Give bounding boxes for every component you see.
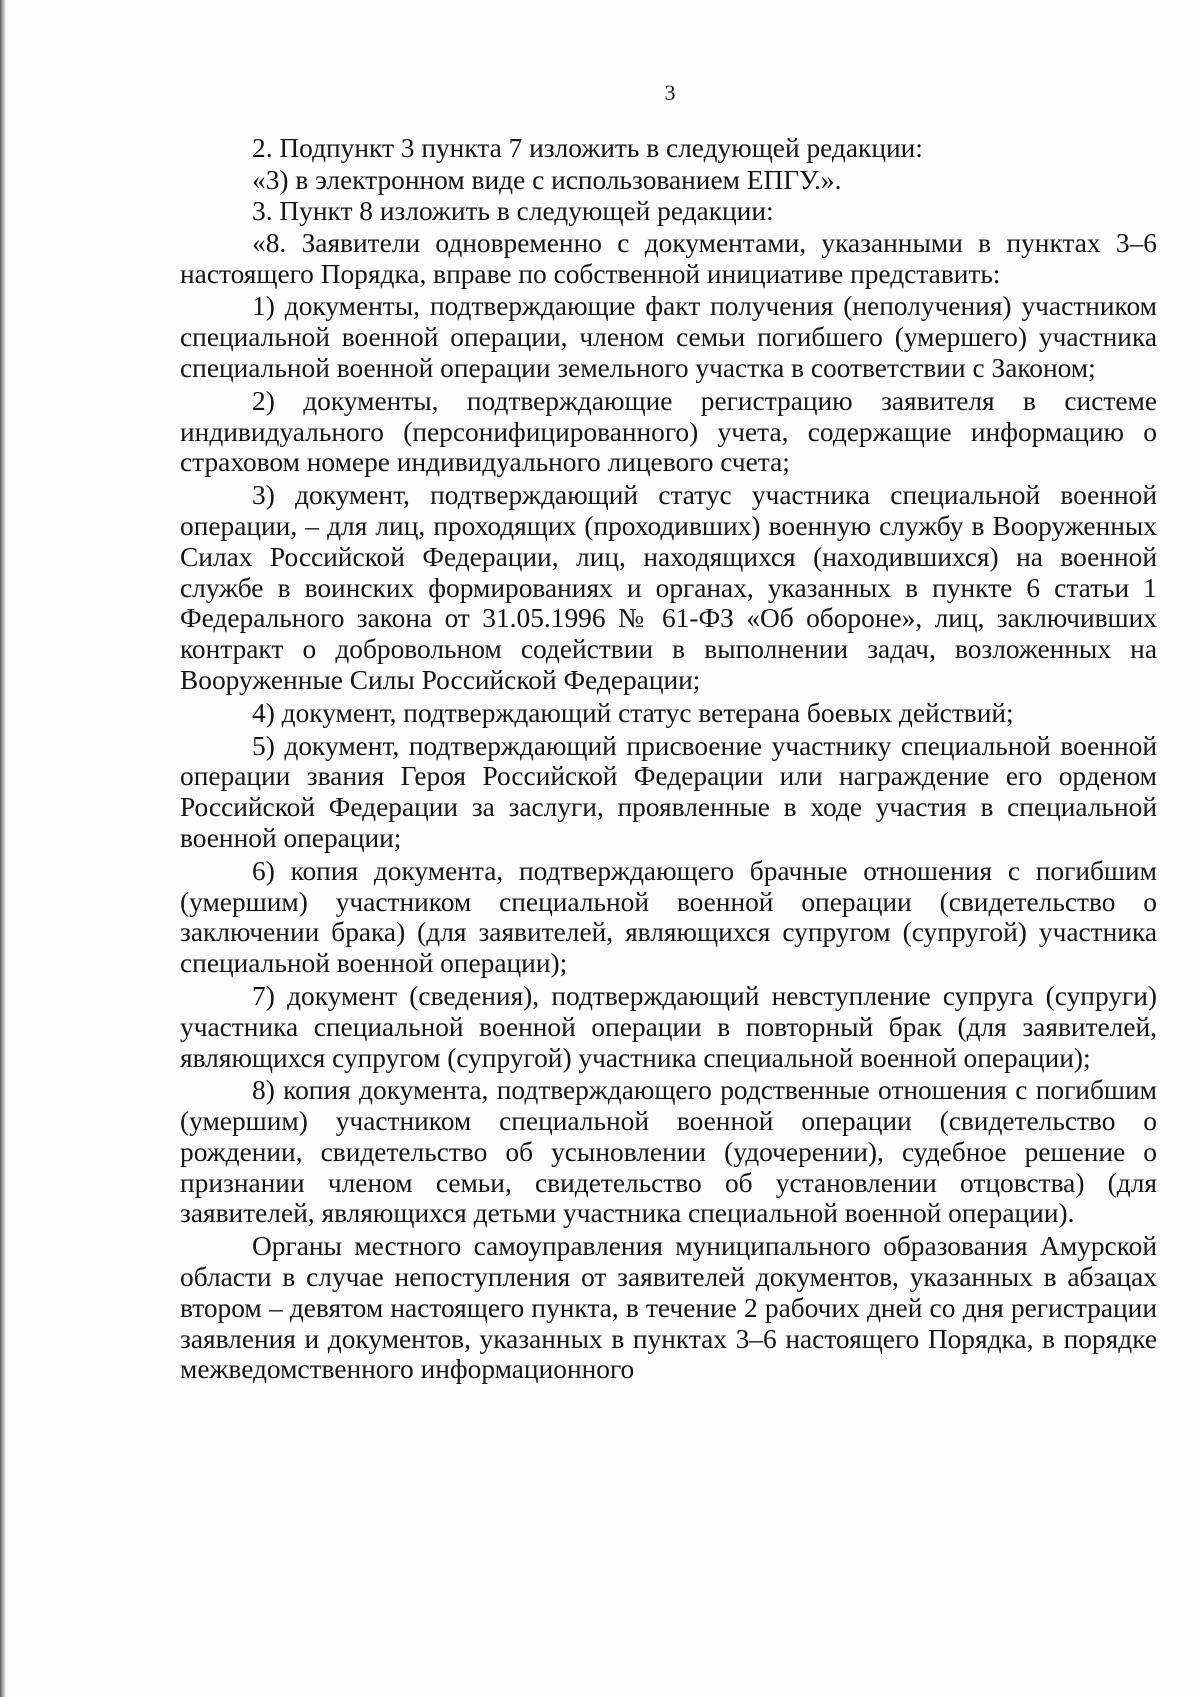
list-item-8: 8) копия документа, подтверждающего родственные отношения с погибшим (умершим) участником специальной военной операции (свидетельство о рождении, свидетельство об усыновлении (удочерении), судебное решение о признании членом семьи, свидетельство об установлении отцовства) (для заявителей, являющихся детьми участника специальной военной операции). — [180, 1075, 1157, 1229]
list-item-7: 7) документ (сведения), подтверждающий невступление супруга (супруги) участника специальной военной операции в повторный брак (для заявителей, являющихся супругом (супругой) участника специальной военной операции); — [180, 980, 1157, 1073]
paragraph-point-8: «8. Заявители одновременно с документами, указанными в пунктах 3–6 настоящего Порядка, вправе по собственной инициативе представить: — [180, 227, 1157, 289]
paragraph-local-authorities: Органы местного самоуправления муниципального образования Амурской области в случае непоступления от заявителей документов, указанных в абзацах втором – девятом настоящего пункта, в течение 2 рабочих дней со дня регистрации заявления и документов, указанных в пунктах 3–6 настоящего Порядка, в порядке межведомственного информационного — [180, 1231, 1157, 1385]
page-number: 3 — [664, 80, 676, 105]
list-item-1: 1) документы, подтверждающие факт получения (неполучения) участником специальной военной операции, членом семьи погибшего (умершего) участника специальной военной операции земельного участка в соответствии с Законом; — [180, 291, 1157, 383]
paragraph-item-3: 3. Пункт 8 изложить в следующей редакции: — [252, 196, 774, 227]
document-body — [180, 133, 1157, 1385]
paragraph-subitem-3: «3) в электронном виде с использованием ЕПГУ.». — [252, 164, 842, 195]
list-item-4: 4) документ, подтверждающий статус ветерана боевых действий; — [252, 697, 1014, 728]
scan-edge-shadow — [0, 0, 6, 1697]
list-item-2: 2) документы, подтверждающие регистрацию заявителя в системе индивидуального (персонифицированного) учета, содержащие информацию о страховом номере индивидуального лицевого счета; — [180, 385, 1157, 478]
paragraph-item-2: 2. Подпункт 3 пункта 7 изложить в следующей редакции: — [252, 133, 923, 163]
list-item-3: 3) документ, подтверждающий статус участника специальной военной операции, – для лиц, проходящих (проходивших) военную службу в Вооруженных Силах Российской Федерации, лиц, находящихся (находившихся) на военной службе в воинских формированиях и органах, указанных в пункте 6 статьи 1 Федерального закона от 31.05.1996 № 61-ФЗ «Об обороне», лиц, заключивших контракт о добровольном содействии в выполнении задач, возложенных на Вооруженные Силы Российской Федерации; — [180, 480, 1157, 695]
list-item-6: 6) копия документа, подтверждающего брачные отношения с погибшим (умершим) участником специальной военной операции (свидетельство о заключении брака) (для заявителей, являющихся супругом (супругой) участника специальной военной операции); — [180, 855, 1157, 979]
list-item-5: 5) документ, подтверждающий присвоение участнику специальной военной операции звания Героя Российской Федерации или награждение его орденом Российской Федерации за заслуги, проявленные в ходе участия в специальной военной операции; — [180, 730, 1157, 853]
